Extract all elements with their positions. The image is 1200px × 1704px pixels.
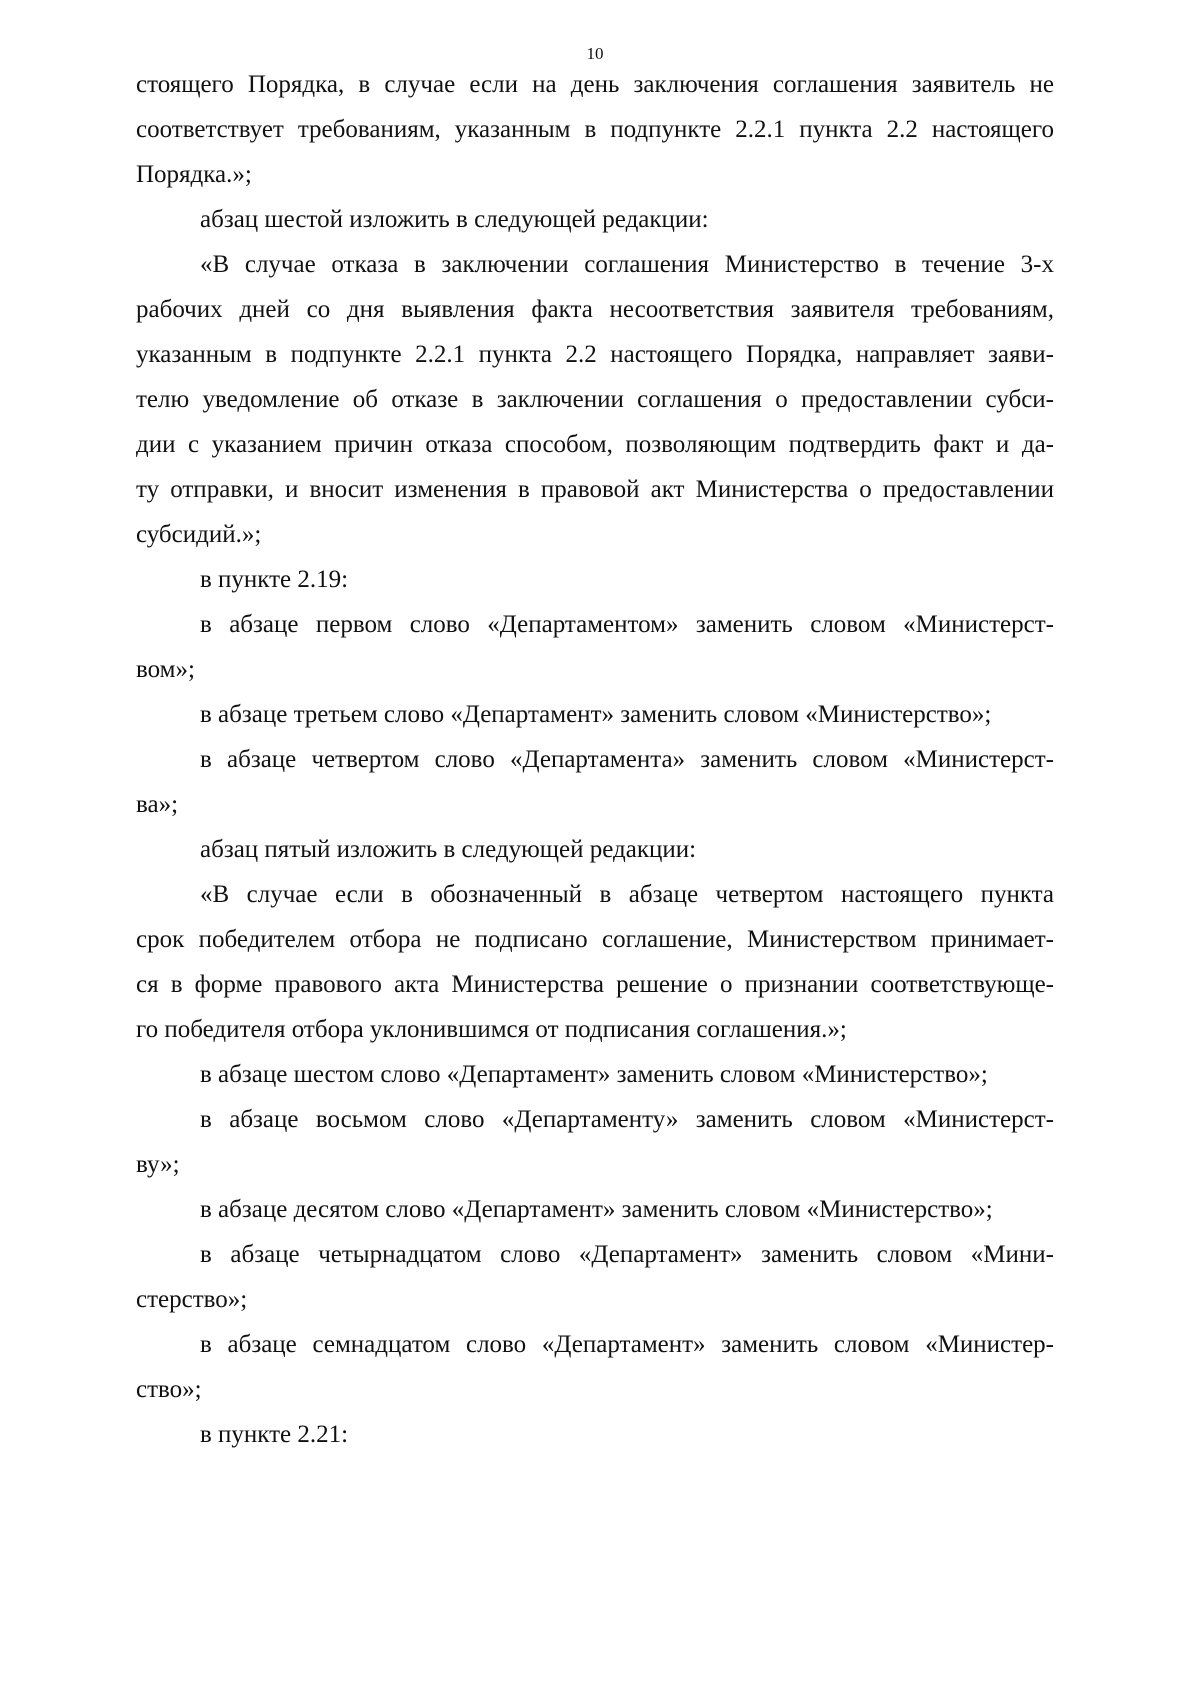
paragraph <box>136 557 1054 602</box>
paragraph <box>136 197 1054 242</box>
text-line: в абзаце четвертом слово «Департамента» заменить словом «Министерст- <box>200 746 1054 773</box>
paragraph <box>136 1232 1054 1322</box>
text-line: соответствует требованиям, указанным в подпункте 2.2.1 пункта 2.2 настоящего <box>136 116 1054 143</box>
text-line: «В случае если в обозначенный в абзаце четвертом настоящего пункта <box>200 881 1054 908</box>
paragraph <box>136 1412 1054 1457</box>
text-line: дии с указанием причин отказа способом, позволяющим подтвердить факт и да- <box>136 431 1054 458</box>
paragraph <box>136 737 1054 827</box>
page-number: 10 <box>586 44 604 63</box>
text-line: в абзаце четырнадцатом слово «Департамент» заменить словом «Мини- <box>200 1241 1054 1268</box>
text-line: в абзаце третьем слово «Департамент» заменить словом «Министерство»; <box>200 701 992 728</box>
text-line: ва»; <box>136 791 179 818</box>
text-line: указанным в подпункте 2.2.1 пункта 2.2 настоящего Порядка, направляет заяви- <box>136 341 1054 368</box>
text-line: го победителя отбора уклонившимся от подписания соглашения.»; <box>136 1016 847 1043</box>
text-line: ство»; <box>136 1376 202 1403</box>
paragraph <box>136 602 1054 692</box>
text-line: срок победителем отбора не подписано соглашение, Министерством принимает- <box>136 926 1054 953</box>
paragraph <box>136 1097 1054 1187</box>
text-line: абзац шестой изложить в следующей редакции: <box>200 206 709 233</box>
text-line: ся в форме правового акта Министерства решение о признании соответствующе- <box>136 971 1054 998</box>
paragraph <box>136 62 1054 197</box>
text-line: в абзаце семнадцатом слово «Департамент» заменить словом «Министер- <box>200 1331 1054 1358</box>
text-line: в пункте 2.19: <box>200 566 349 593</box>
text-line: в абзаце десятом слово «Департамент» заменить словом «Министерство»; <box>200 1196 993 1223</box>
paragraph <box>136 692 1054 737</box>
document-body <box>136 62 1054 1457</box>
text-line: в абзаце шестом слово «Департамент» заменить словом «Министерство»; <box>200 1061 988 1088</box>
text-line: в абзаце первом слово «Департаментом» заменить словом «Министерст- <box>200 611 1054 638</box>
paragraph <box>136 1322 1054 1412</box>
text-line: в абзаце восьмом слово «Департаменту» заменить словом «Министерст- <box>200 1106 1054 1133</box>
text-line: «В случае отказа в заключении соглашения Министерство в течение 3-х <box>200 251 1054 278</box>
text-line: стерство»; <box>136 1286 248 1313</box>
text-line: Порядка.»; <box>136 161 252 188</box>
text-line: абзац пятый изложить в следующей редакции: <box>200 836 697 863</box>
paragraph <box>136 1052 1054 1097</box>
paragraph <box>136 1187 1054 1232</box>
text-line: ву»; <box>136 1151 180 1178</box>
paragraph <box>136 872 1054 1052</box>
text-line: в пункте 2.21: <box>200 1421 349 1448</box>
text-line: рабочих дней со дня выявления факта несоответствия заявителя требованиям, <box>136 296 1054 323</box>
text-line: вом»; <box>136 656 195 683</box>
text-line: стоящего Порядка, в случае если на день заключения соглашения заявитель не <box>136 71 1054 98</box>
text-line: субсидий.»; <box>136 521 262 548</box>
paragraph <box>136 242 1054 557</box>
text-line: ту отправки, и вносит изменения в правовой акт Министерства о предоставлении <box>136 476 1054 503</box>
paragraph <box>136 827 1054 872</box>
text-line: телю уведомление об отказе в заключении соглашения о предоставлении субси- <box>136 386 1054 413</box>
